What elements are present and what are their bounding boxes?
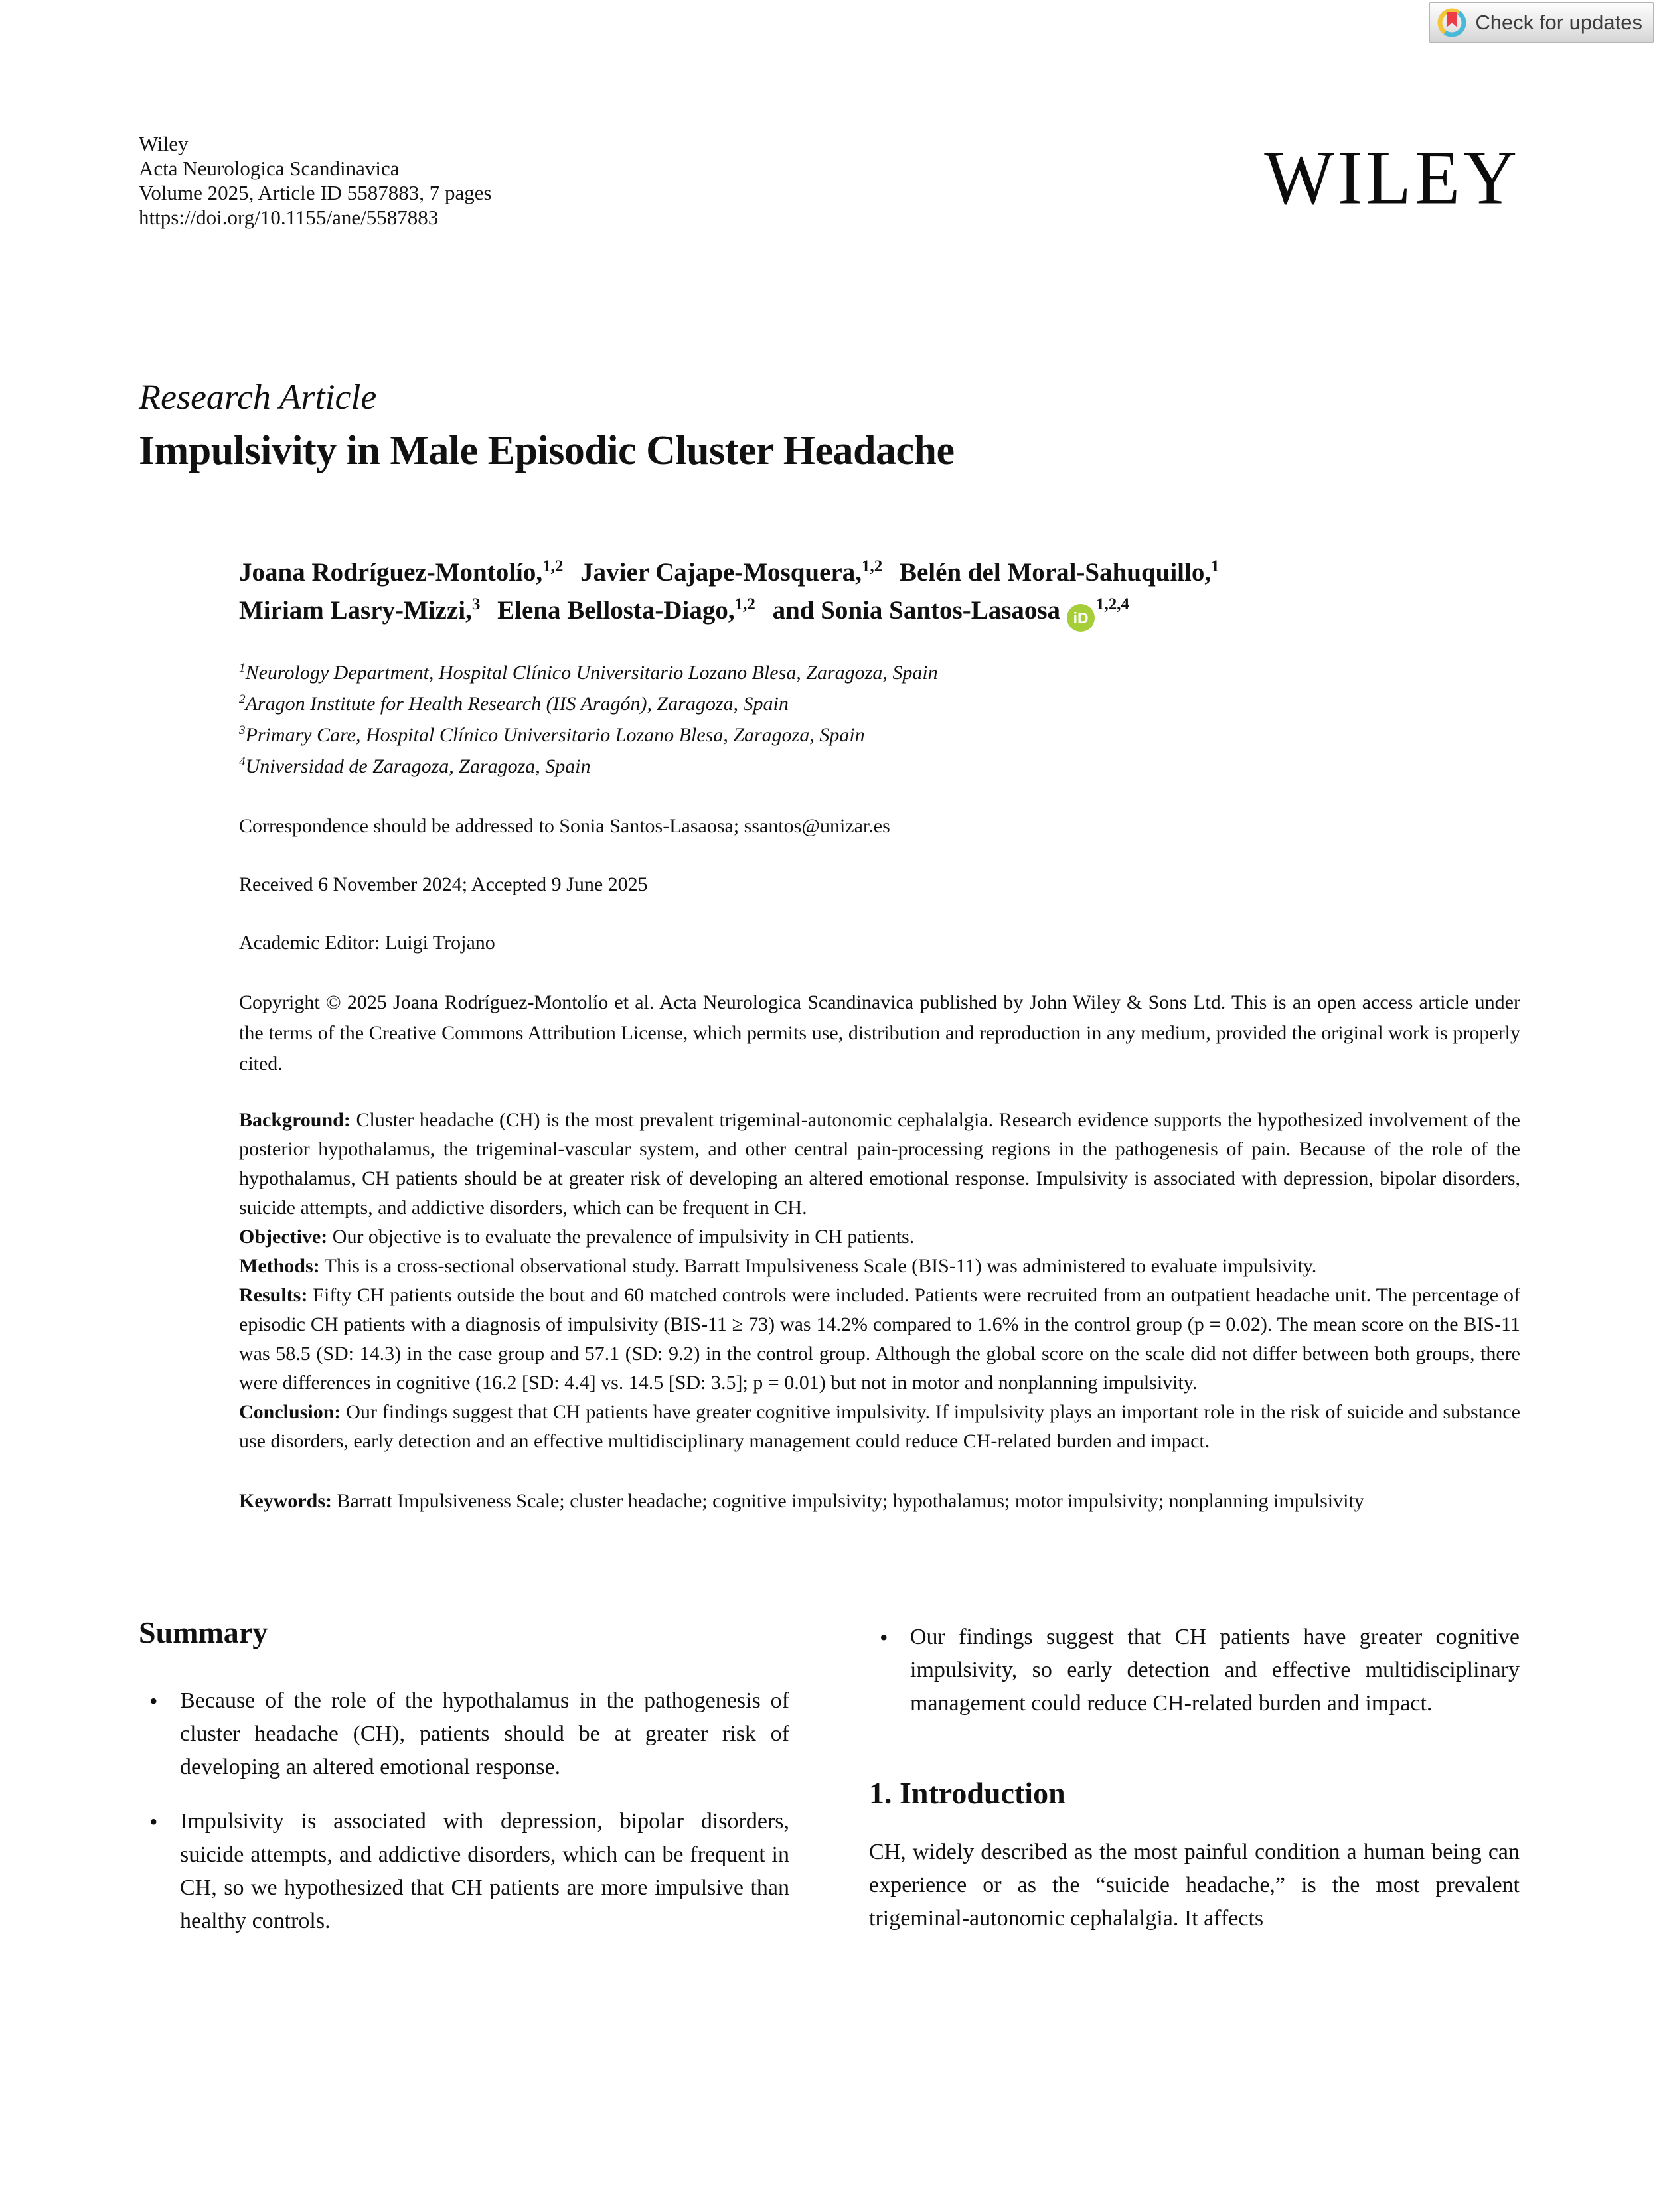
right-column	[869, 1615, 1520, 1959]
abstract-background: Background: Cluster headache (CH) is the most prevalent trigeminal-autonomic cephalalgia. Research evidence supports the hypothesized involvement of the posterior hypothalamus, the trigeminal-vascular system, and other central pain-processing regions in the pathogenesis of pain. Because of the role of the hypothalamus, CH patients should be at greater risk of developing an altered emotional response. Impulsivity is associated with depression, bipolar disorders, suicide attempts, and addictive disorders, which can be frequent in CH.	[239, 1109, 1520, 1218]
article-type: Research Article	[139, 377, 377, 417]
author-affil-sup: 1,2	[862, 557, 883, 575]
author-line-1	[239, 553, 1520, 591]
journal-info	[139, 131, 492, 230]
author: Joana Rodríguez-Montolío,$^{1,2}$	[239, 557, 564, 587]
author-affil-sup: 1,2	[734, 595, 755, 613]
author-list	[239, 553, 1520, 632]
author: Javier Cajape-Mosquera,$^{1,2}$	[580, 557, 883, 587]
author: Miriam Lasry-Mizzi,$^3$	[239, 595, 481, 625]
left-column	[139, 1615, 789, 1959]
check-for-updates-label: Check for updates	[1475, 11, 1642, 34]
author: and Sonia Santos-Lasaosa iD$^{1,2,4}$	[773, 596, 1129, 625]
keywords: Keywords: Barratt Impulsiveness Scale; cluster headache; cognitive impulsivity; hypothalamus; motor impulsivity; nonplanning impulsivity	[239, 1490, 1364, 1512]
affiliation: $^4$Universidad de Zaragoza, Zaragoza, Spain	[239, 755, 591, 777]
abstract-methods: Methods: This is a cross-sectional observational study. Barratt Impulsiveness Scale (BIS-11) was administered to evaluate impulsivity.	[239, 1255, 1317, 1277]
summary-bullet: • Impulsivity is associated with depression, bipolar disorders, suicide attempts, and addictive disorders, which can be frequent in CH, so we hypothesized that CH patients are more impulsive than healthy controls.	[139, 1805, 789, 1938]
page-header	[139, 0, 1520, 230]
academic-editor: Academic Editor: Luigi Trojano	[239, 932, 495, 954]
author: Belén del Moral-Sahuquillo,$^1$	[899, 557, 1220, 587]
author: Elena Bellosta-Diago,$^{1,2}$	[497, 595, 755, 625]
correspondence: Correspondence should be addressed to Sonia Santos-Lasaosa; ssantos@unizar.es	[239, 815, 890, 837]
check-for-updates-button[interactable]	[1429, 2, 1654, 43]
abstract-objective: Objective: Our objective is to evaluate the prevalence of impulsivity in CH patients.	[239, 1226, 915, 1248]
abstract	[239, 1106, 1520, 1456]
author-affil-sup: 3	[471, 595, 481, 613]
affiliation: $^2$Aragon Institute for Health Research (IIS Aragón), Zaragoza, Spain	[239, 692, 789, 715]
crossmark-icon	[1437, 7, 1467, 38]
orcid-icon[interactable]: iD	[1067, 604, 1095, 632]
journal-volume: Volume 2025, Article ID 5587883, 7 pages	[139, 181, 492, 204]
abstract-conclusion: Conclusion: Our findings suggest that CH patients have greater cognitive impulsivity. If impulsivity plays an important role in the risk of suicide and substance use disorders, early detection and an effective multidisciplinary management could reduce CH-related burden and impact.	[239, 1401, 1520, 1452]
introduction-text: CH, widely described as the most painful condition a human being can experience or as the “suicide headache,” is the most prevalent trigeminal-autonomic cephalalgia. It affects	[869, 1840, 1520, 1931]
journal-name: Acta Neurologica Scandinavica	[139, 157, 400, 180]
author-affil-sup: 1	[1211, 557, 1220, 575]
introduction-heading: 1. Introduction	[869, 1776, 1066, 1810]
article-title: Impulsivity in Male Episodic Cluster Headache	[139, 428, 955, 473]
affiliation: $^1$Neurology Department, Hospital Clínico Universitario Lozano Blesa, Zaragoza, Spain	[239, 661, 938, 684]
abstract-results: Results: Fifty CH patients outside the bout and 60 matched controls were included. Patients were recruited from an outpatient headache unit. The percentage of episodic CH patients with a diagnosis of impulsivity (BIS-11 ≥ 73) was 14.2% compared to 1.6% in the control group (p = 0.02). The mean score on the BIS-11 was 58.5 (SD: 14.3) in the case group and 57.1 (SD: 9.2) in the control group. Although the global score on the scale did not differ between both groups, there were differences in cognitive (16.2 [SD: 4.4] vs. 14.5 [SD: 3.5]; p = 0.01) but not in motor and nonplanning impulsivity.	[239, 1284, 1520, 1394]
summary-bullet: • Because of the role of the hypothalamus in the pathogenesis of cluster headache (CH), patients should be at greater risk of developing an altered emotional response.	[139, 1684, 789, 1784]
author-line-2	[239, 591, 1520, 632]
author-affil-sup: 1,2	[542, 557, 564, 575]
affiliation: $^3$Primary Care, Hospital Clínico Universitario Lozano Blesa, Zaragoza, Spain	[239, 723, 865, 746]
journal-publisher: Wiley	[139, 132, 189, 155]
summary-bullet-list	[139, 1684, 789, 1938]
author-affil-sup: 1,2,4	[1096, 595, 1129, 613]
two-column-body	[139, 1615, 1520, 1959]
journal-doi: https://doi.org/10.1155/ane/5587883	[139, 206, 439, 229]
summary-bullet: • Our findings suggest that CH patients have greater cognitive impulsivity, so early detection and effective multidisciplinary management could reduce CH-related burden and impact.	[869, 1621, 1520, 1720]
summary-heading: Summary	[139, 1615, 268, 1649]
summary-bullet-list-continued	[869, 1621, 1520, 1720]
copyright-notice: Copyright © 2025 Joana Rodríguez-Montolío et al. Acta Neurologica Scandinavica published by John Wiley & Sons Ltd. This is an open access article under the terms of the Creative Commons Attribution License, which permits use, distribution and reproduction in any medium, provided the original work is properly cited.	[239, 992, 1520, 1074]
received-accepted-dates: Received 6 November 2024; Accepted 9 June 2025	[239, 873, 648, 895]
affiliations	[239, 657, 1520, 782]
wiley-logo: WILEY	[1264, 135, 1520, 221]
